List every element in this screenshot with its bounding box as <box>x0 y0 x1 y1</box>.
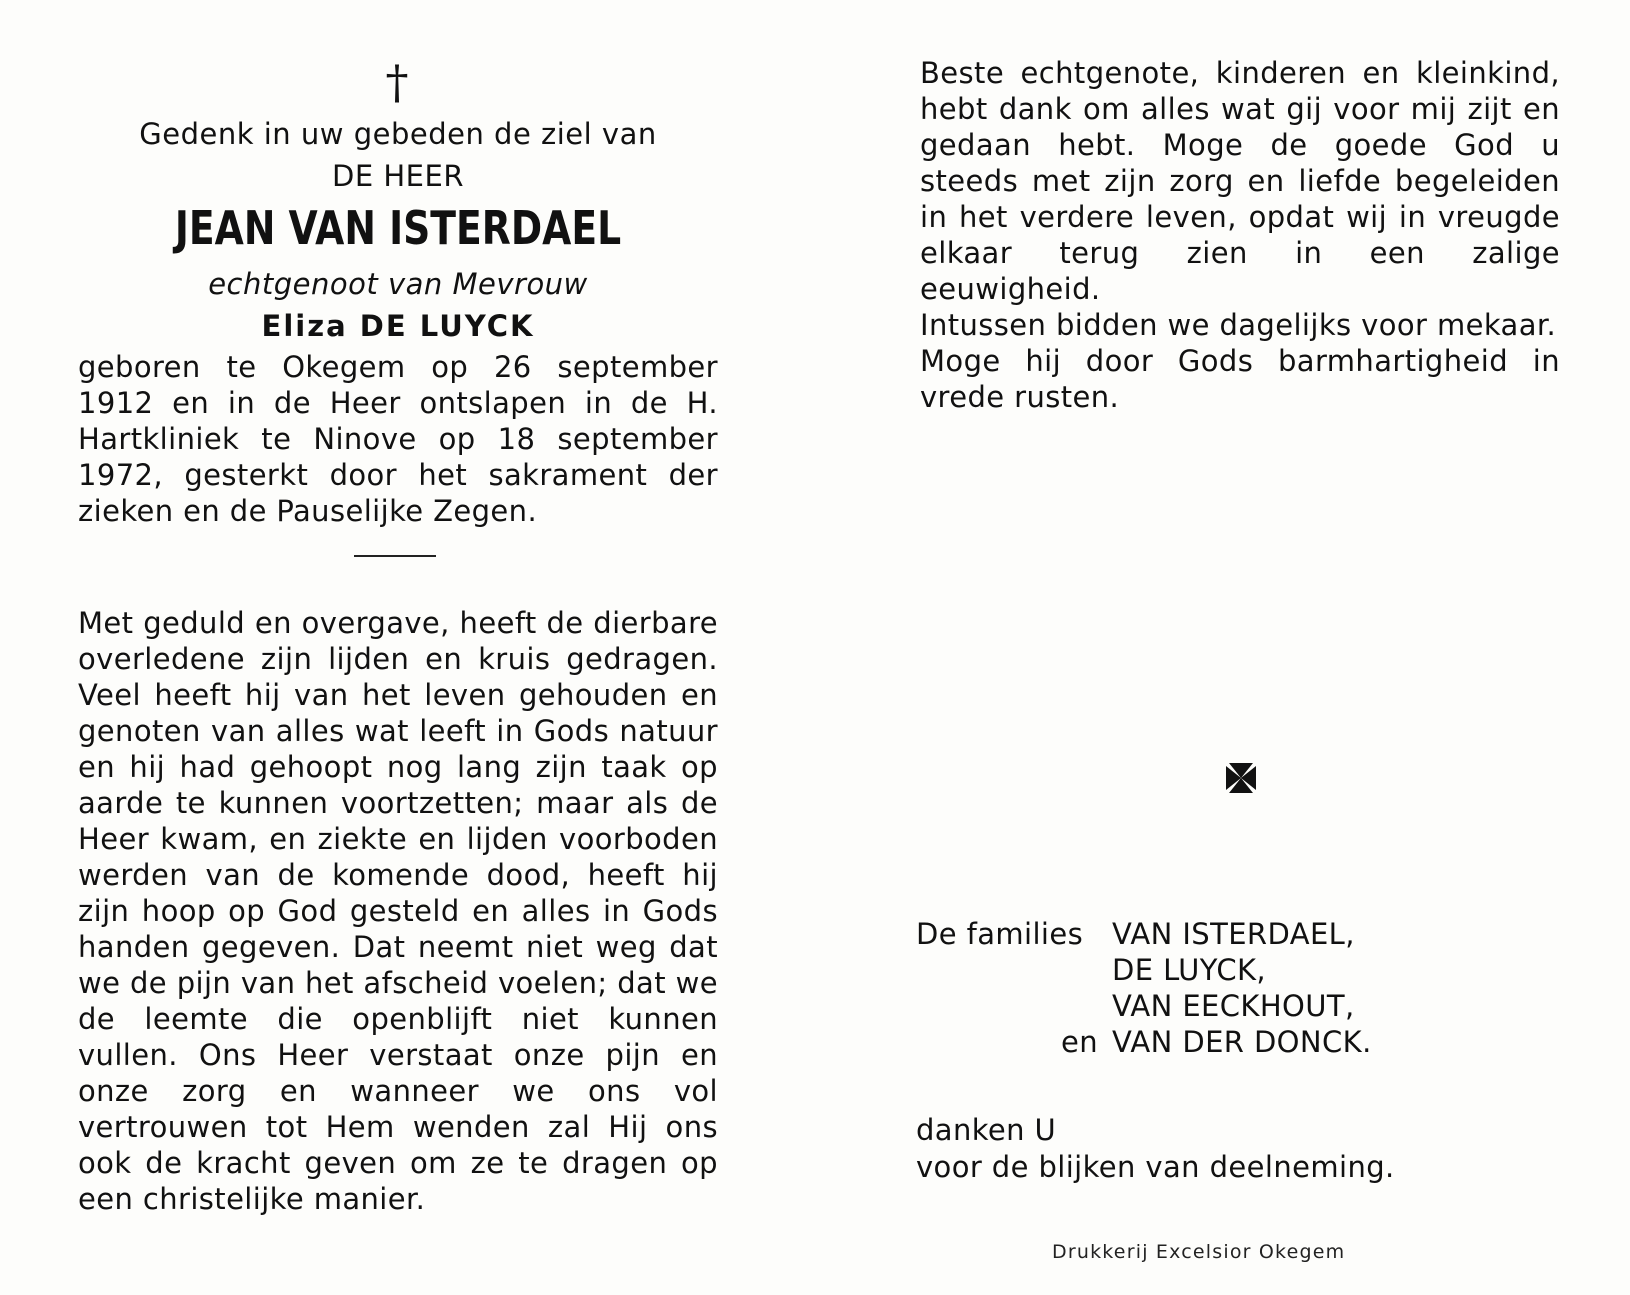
thanks-line: voor de blijken van deelneming. <box>916 1150 1395 1184</box>
family-name: DE LUYCK, <box>1112 953 1267 987</box>
family-row <box>916 916 1576 952</box>
family-name: VAN EECKHOUT, <box>1112 989 1355 1023</box>
families-block <box>916 916 1576 1060</box>
printer-credit: Drukkerij Excelsior Okegem <box>1052 1241 1346 1263</box>
thanks-line: danken U <box>916 1113 1057 1147</box>
cross-icon: † <box>385 55 409 109</box>
birth-paragraph: geboren te Okegem op 26 september 1912 en in de Heer ontslapen in de H. Hartkliniek te Ninove op 18 september 1972, gesterkt door het sakrament der zieken en de Pauselijke Zegen. <box>78 350 718 528</box>
family-name: VAN DER DONCK. <box>1112 1025 1372 1059</box>
right-panel <box>920 55 1560 415</box>
maltese-cross-icon <box>1223 760 1259 796</box>
families-last-prefix: en <box>1060 1025 1098 1059</box>
farewell-paragraph <box>920 55 1560 307</box>
deceased-name: JEAN VAN ISTERDAEL <box>174 201 622 255</box>
family-row <box>916 1024 1576 1060</box>
family-row <box>916 988 1576 1024</box>
message-paragraph: Met geduld en overgave, heeft de dierbare overledene zijn lijden en kruis gedragen. Veel heeft hij van het leven gehouden en genoten van alles wat leeft in Gods natuur en hij had gehoopt nog lang zijn taak op aarde te kunnen voortzetten; maar als de Heer kwam, en ziekte en lijden voorboden werden van de komende dood, heeft hij zijn hoop op God gesteld en alles in Gods handen gegeven. Dat neemt niet weg dat we de pijn van het afscheid voelen; dat we de leemte die openblijft niet kunnen vullen. Ons Heer verstaat onze pijn en onze zorg en wanneer we ons vol vertrouwen tot Hem wenden zal Hij ons ook de kracht geven om ze te dragen op een christelijke manier. <box>78 606 718 1216</box>
intro-line: Gedenk in uw gebeden de ziel van <box>139 117 657 151</box>
family-name: VAN ISTERDAEL, <box>1112 917 1355 951</box>
divider-line <box>354 555 436 557</box>
farewell-text-1: Beste echtgenote, kinderen en kleinkind, hebt dank om alles wat gij voor mij zijt en gedaan hebt. Moge de goede God u steeds met zijn zorg en liefde begeleiden in het verdere leven, opdat wij in vreugde elkaar terug zien in een zalige eeuwigheid. <box>920 56 1560 306</box>
spouse-intro: echtgenoot van Mevrouw <box>208 267 588 301</box>
left-panel <box>78 55 718 1217</box>
thanks-block <box>916 1112 1395 1186</box>
family-row <box>916 952 1576 988</box>
honorific: DE HEER <box>332 159 464 193</box>
rest-paragraph: Moge hij door Gods barmhartigheid in vrede rusten. <box>920 344 1560 414</box>
prayer-paragraph: Intussen bidden we dagelijks voor mekaar. <box>920 308 1557 342</box>
spouse-name: Eliza DE LUYCK <box>261 309 535 343</box>
families-prefix: De families <box>916 917 1084 951</box>
